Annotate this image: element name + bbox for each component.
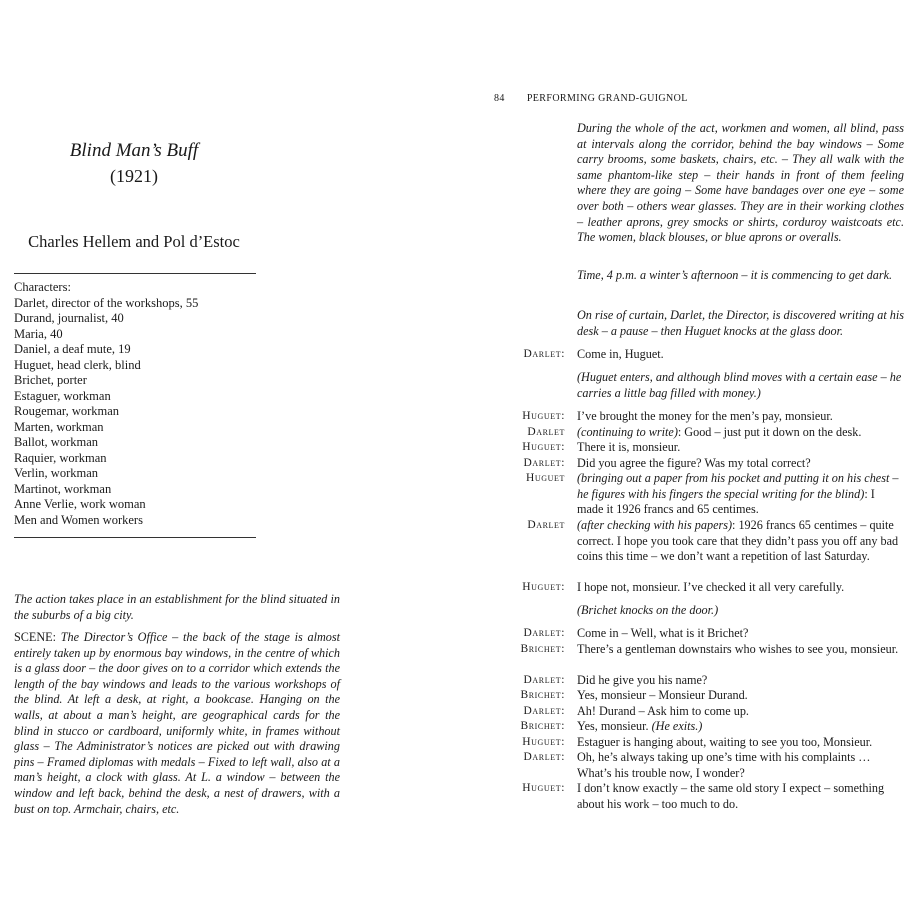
scene-label: SCENE: — [14, 630, 61, 644]
speech: I don’t know exactly – the same old story I expect – something about his work – too much to do. — [577, 781, 885, 811]
bottom-divider — [14, 537, 256, 538]
speech: There’s a gentleman downstairs who wishes to see you, monsieur. — [577, 642, 899, 656]
speech: Did you agree the figure? Was my total correct? — [577, 456, 811, 470]
character-item: Durand, journalist, 40 — [14, 311, 124, 325]
speaker: Huguet: — [522, 782, 565, 794]
character-item: Darlet, director of the workshops, 55 — [14, 295, 199, 310]
speech: I hope not, monsieur. I’ve checked it all very carefully. — [577, 580, 845, 594]
speaker: Darlet: — [523, 627, 565, 639]
direction: (He exits.) — [651, 719, 703, 733]
speaker: Brichet: — [520, 643, 565, 655]
play-title: Blind Man’s Buff — [69, 140, 199, 161]
speech: Estaguer is hanging about, waiting to see you too, Monsieur. — [577, 735, 873, 749]
stage-direction: (Huguet enters, and although blind moves with a certain ease – he carries a little bag filled with money.) — [577, 370, 902, 400]
speech — [577, 425, 904, 441]
top-divider — [14, 273, 256, 274]
character-item: Verlin, workman — [14, 466, 99, 480]
speaker: Darlet: — [523, 751, 565, 763]
speech-text: : 1926 francs 65 centimes – quite correct. I hope you took care that they didn’t pass you off any bad coins this time – we don’t want a repetition of last Saturday. — [577, 518, 899, 564]
stage-direction: On rise of curtain, Darlet, the Director, is discovered writing at his desk – a pause – then Huguet knocks at the glass door. — [577, 308, 904, 338]
speech: Yes, monsieur – Monsieur Durand. — [577, 688, 748, 702]
speaker: Huguet: — [522, 581, 565, 593]
speaker: Brichet: — [520, 689, 565, 701]
speech-text: : Good – just put it down on the desk. — [677, 425, 862, 439]
speech: I’ve brought the money for the men’s pay, monsieur. — [577, 409, 833, 423]
character-list — [14, 280, 198, 528]
speech: Ah! Durand – Ask him to come up. — [577, 704, 749, 718]
speaker: Darlet — [527, 426, 565, 438]
speaker: Darlet: — [523, 674, 565, 686]
speaker: Darlet: — [523, 705, 565, 717]
character-item: Marten, workman — [14, 419, 104, 434]
speaker: Darlet: — [523, 348, 565, 360]
character-item: Maria, 40 — [14, 326, 63, 341]
speech: Come in, Huguet. — [577, 347, 664, 361]
speech — [577, 471, 904, 518]
speech: Oh, he’s always taking up one’s time with his complaints … What’s his trouble now, I wonder? — [577, 750, 871, 780]
speech: Come in – Well, what is it Brichet? — [577, 626, 749, 640]
character-item: Men and Women workers — [14, 512, 143, 527]
page-number: 84 — [494, 93, 505, 104]
character-item: Martinot, workman — [14, 481, 112, 496]
speaker: Huguet: — [522, 410, 565, 422]
right-page — [458, 0, 915, 915]
direction: (bringing out a paper from his pocket and putting it on his chest – he figures with his fingers the special writing for the blind) — [577, 471, 899, 501]
speech: Did he give you his name? — [577, 673, 708, 687]
direction: (after checking with his papers) — [577, 518, 733, 532]
character-item: Estaguer, workman — [14, 388, 111, 403]
speech — [577, 518, 904, 565]
speaker: Huguet: — [522, 736, 565, 748]
stage-direction: (Brichet knocks on the door.) — [577, 603, 719, 617]
character-item: Anne Verlie, work woman — [14, 497, 146, 511]
play-year: (1921) — [110, 166, 158, 186]
play-authors: Charles Hellem and Pol d’Estoc — [28, 232, 240, 251]
speaker: Huguet: — [522, 441, 565, 453]
scene-text: The Director’s Office – the back of the stage is almost entirely taken up by enormous bay windows, in the centre of which is a glass door – the door gives on to a corridor which extends the length of the bay windows and leads to the various workshops of the blind. At left a desk, at right, a bookcase. Hanging on the walls, at about a man’s height, are geographical cards for the blind in stucco or cardboard, uniformly white, in frames without glass – The Administrator’s notices are picked out with drawing pins – Framed diplomas with medals – Fixed to left wall, also at a man’s height, a clock with glass. At L. a window – between the window and left back, behind the desk, a nest of drawers, with a bust on top. Armchair, chairs, etc. — [14, 630, 340, 816]
character-item: Daniel, a deaf mute, 19 — [14, 342, 131, 356]
speaker: Darlet — [527, 519, 565, 531]
character-item: Ballot, workman — [14, 435, 99, 449]
speaker: Huguet — [525, 472, 565, 484]
speech — [577, 719, 904, 735]
running-head-title: PERFORMING GRAND-GUIGNOL — [526, 93, 688, 104]
running-head — [494, 93, 688, 104]
speaker: Darlet: — [523, 457, 565, 469]
speech-text: Yes, monsieur. — [577, 719, 649, 733]
direction: (continuing to write) — [577, 425, 678, 439]
stage-direction: Time, 4 p.m. a winter’s afternoon – it is commencing to get dark. — [577, 268, 893, 282]
speech-text: : I made it 1926 francs and 65 centimes. — [577, 486, 875, 517]
stage-direction: During the whole of the act, workmen and women, all blind, pass at intervals along the corridor, behind the bay windows – Some carry brooms, some baskets, chairs, etc. – They all walk with the same phantom-like step – their hands in front of them feeling where they are going – Some have bandages over one eye – some over both – others wear glasses. They are in their working clothes – leather aprons, grey smocks or shirts, corduroy waistcoats etc. The women, black blouses, or blue aprons or overalls. — [577, 121, 904, 245]
action-setting: The action takes place in an establishment for the blind situated in the suburbs of a big city. — [14, 592, 340, 622]
character-heading: Characters: — [14, 280, 71, 294]
character-item: Raquier, workman — [14, 450, 107, 465]
scene-description — [14, 630, 340, 817]
character-item: Huguet, head clerk, blind — [14, 357, 141, 372]
speaker: Brichet: — [520, 720, 565, 732]
character-item: Brichet, porter — [14, 373, 87, 387]
character-item: Rougemar, workman — [14, 404, 120, 418]
speech: There it is, monsieur. — [577, 440, 681, 454]
